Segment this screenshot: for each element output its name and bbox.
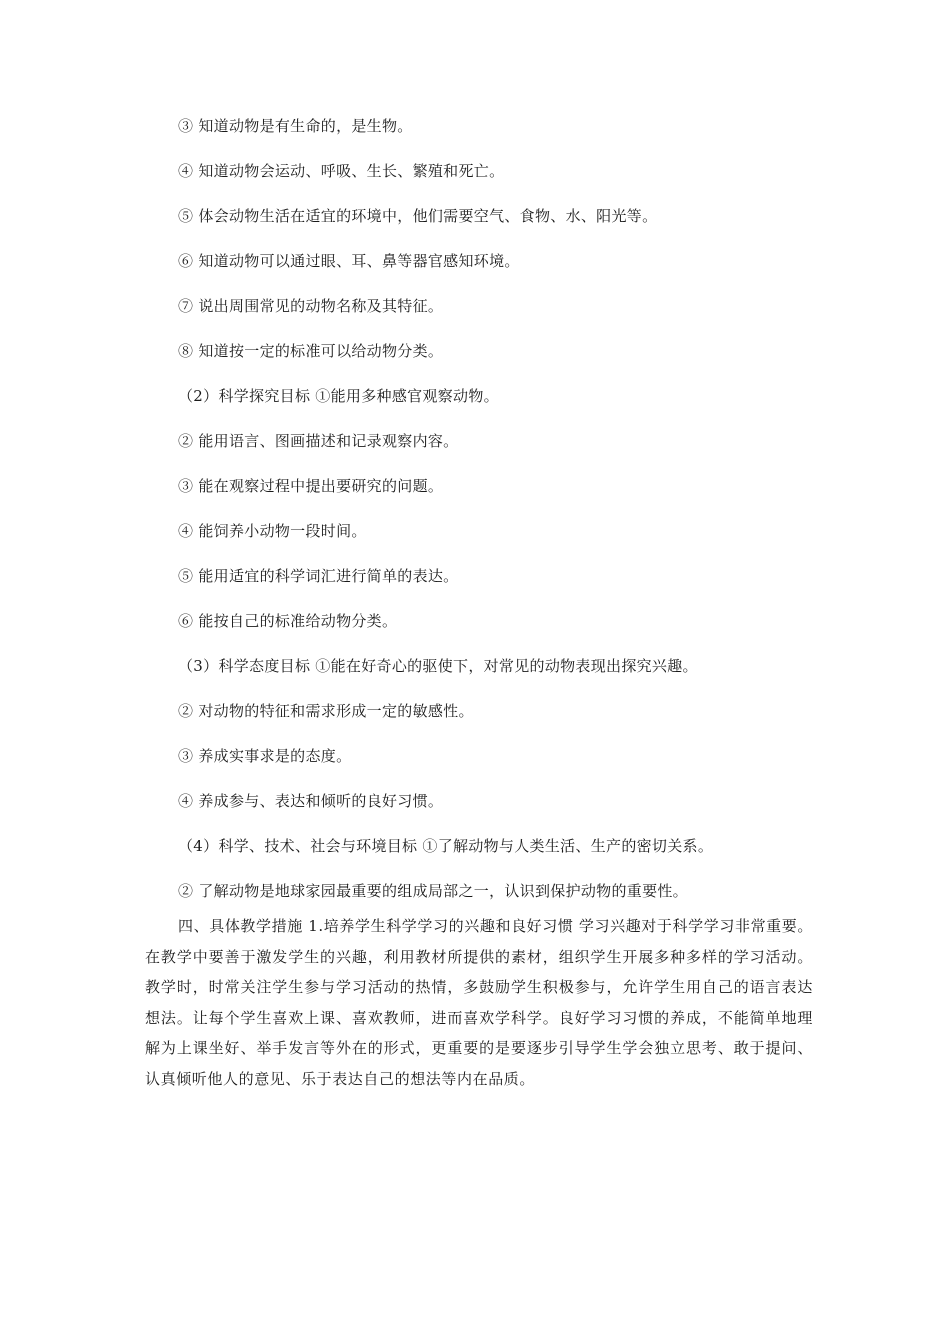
objective-attitude-3: ③ 养成实事求是的态度。 bbox=[178, 747, 352, 765]
objective-inquiry-4: ④ 能饲养小动物一段时间。 bbox=[178, 522, 367, 540]
objective-inquiry-2: ② 能用语言、图画描述和记录观察内容。 bbox=[178, 432, 459, 450]
objective-inquiry-6: ⑥ 能按自己的标准给动物分类。 bbox=[178, 612, 398, 630]
objective-knowledge-3: ③ 知道动物是有生命的，是生物。 bbox=[178, 117, 413, 135]
objective-attitude-4: ④ 养成参与、表达和倾听的良好习惯。 bbox=[178, 792, 444, 810]
objective-attitude-heading: （3）科学态度目标 ①能在好奇心的驱使下，对常见的动物表现出探究兴趣。 bbox=[178, 657, 698, 675]
objective-knowledge-6: ⑥ 知道动物可以通过眼、耳、鼻等器官感知环境。 bbox=[178, 252, 520, 270]
objective-knowledge-5: ⑤ 体会动物生活在适宜的环境中，他们需要空气、食物、水、阳光等。 bbox=[178, 207, 658, 225]
objective-inquiry-5: ⑤ 能用适宜的科学词汇进行简单的表达。 bbox=[178, 567, 459, 585]
objective-knowledge-4: ④ 知道动物会运动、呼吸、生长、繁殖和死亡。 bbox=[178, 162, 505, 180]
objective-inquiry-3: ③ 能在观察过程中提出要研究的问题。 bbox=[178, 477, 444, 495]
objective-attitude-2: ② 对动物的特征和需求形成一定的敏感性。 bbox=[178, 702, 474, 720]
objective-sts-2: ② 了解动物是地球家园最重要的组成局部之一，认识到保护动物的重要性。 bbox=[178, 882, 688, 900]
objective-knowledge-8: ⑧ 知道按一定的标准可以给动物分类。 bbox=[178, 342, 444, 360]
objective-inquiry-heading: （2）科学探究目标 ①能用多种感官观察动物。 bbox=[178, 387, 499, 405]
objective-sts-heading: （4）科学、技术、社会与环境目标 ①了解动物与人类生活、生产的密切关系。 bbox=[178, 837, 714, 855]
teaching-measures-paragraph: 四、具体教学措施 1.培养学生科学学习的兴趣和良好习惯 学习兴趣对于科学学习非常重要。在教学中要善于激发学生的兴趣，利用教材所提供的素材，组织学生开展多种多样的学习活动。教学时，时常关注学生参与学习活动的热情，多鼓励学生积极参与，允许学生用自己的语言表达想法。让每个学生喜欢上课、喜欢教师，进而喜欢学科学。良好学习习惯的养成，不能简单地理解为上课坐好、举手发言等外在的形式，更重要的是要逐步引导学生学会独立思考、敢于提问、认真倾听他人的意见、乐于表达自己的想法等内在品质。 bbox=[145, 917, 813, 1088]
objective-knowledge-7: ⑦ 说出周围常见的动物名称及其特征。 bbox=[178, 297, 444, 315]
